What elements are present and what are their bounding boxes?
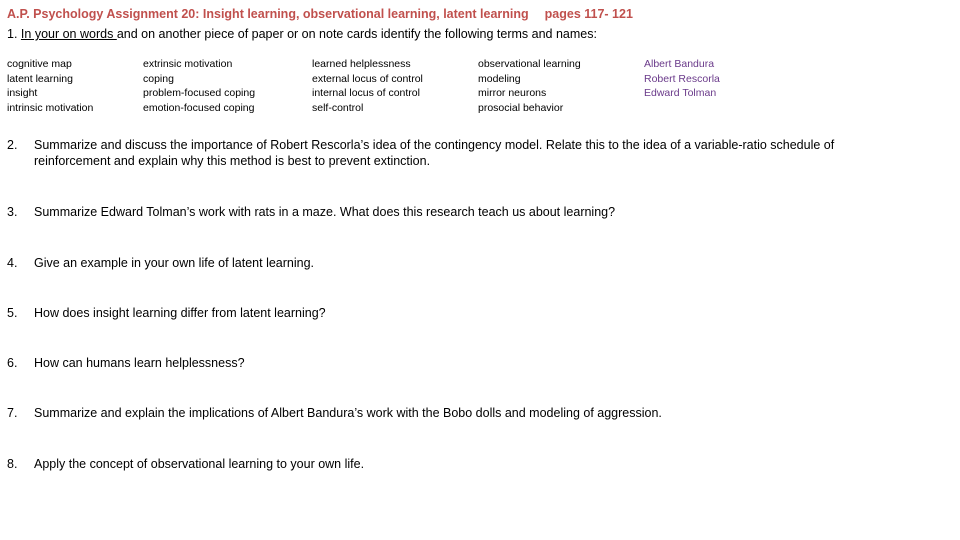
term: mirror neurons xyxy=(478,87,547,99)
question-number: 5. xyxy=(7,306,18,320)
question-5 xyxy=(7,305,907,321)
term: modeling xyxy=(478,72,521,85)
title-text: A.P. Psychology Assignment 20: Insight learning, observational learning, latent learning xyxy=(7,7,529,21)
term: cognitive map xyxy=(7,58,72,70)
question-text: How does insight learning differ from latent learning? xyxy=(34,306,326,320)
terms-column-3 xyxy=(312,57,423,115)
question-text: How can humans learn helplessness? xyxy=(34,356,245,370)
term: internal locus of control xyxy=(312,87,420,99)
question-number: 6. xyxy=(7,356,18,370)
person-name: Albert Bandura xyxy=(644,58,715,70)
question-number: 2. xyxy=(7,138,18,152)
question-7 xyxy=(7,405,907,421)
instruction-underlined: In your on words xyxy=(20,27,117,41)
terms-column-1 xyxy=(7,57,93,115)
question-text: Summarize and explain the implications of Albert Bandura’s work with the Bobo dolls and modeling of aggression. xyxy=(34,406,662,420)
term: external locus of control xyxy=(312,72,423,85)
term: observational learning xyxy=(478,58,581,70)
question-text: Summarize and discuss the importance of Robert Rescorla’s idea of the contingency model. Relate this to the idea of a variable-ratio schedule of reinforcement and explain why this method is best to prevent extinction. xyxy=(34,138,835,168)
terms-column-2 xyxy=(143,57,255,115)
term: emotion-focused coping xyxy=(143,101,255,114)
question-8 xyxy=(7,456,907,472)
question-4 xyxy=(7,255,907,271)
question-number: 8. xyxy=(7,457,18,471)
term: problem-focused coping xyxy=(143,87,256,99)
assignment-title xyxy=(7,7,633,21)
question-number: 3. xyxy=(7,205,18,219)
term: insight xyxy=(7,87,38,99)
term: latent learning xyxy=(7,72,73,85)
term: prosocial behavior xyxy=(478,101,564,114)
question-text: Give an example in your own life of latent learning. xyxy=(34,256,315,270)
terms-column-4 xyxy=(478,57,581,115)
question-2 xyxy=(7,137,907,169)
question-3 xyxy=(7,204,907,220)
page-range: pages 117- 121 xyxy=(544,7,633,21)
person-name: Edward Tolman xyxy=(644,87,717,99)
instruction-line xyxy=(7,27,597,41)
question-text: Summarize Edward Tolman’s work with rats in a maze. What does this research teach us about learning? xyxy=(34,205,616,219)
question-number: 4. xyxy=(7,256,18,270)
question-text: Apply the concept of observational learning to your own life. xyxy=(34,457,365,471)
term: extrinsic motivation xyxy=(143,58,233,70)
question-number: 7. xyxy=(7,406,18,420)
term: intrinsic motivation xyxy=(7,101,94,114)
names-column xyxy=(644,57,720,101)
person-name: Robert Rescorla xyxy=(644,72,720,85)
term: coping xyxy=(143,72,174,85)
question-6 xyxy=(7,355,907,371)
term: learned helplessness xyxy=(312,58,411,70)
term: self-control xyxy=(312,101,364,114)
instruction-number: 1. xyxy=(7,27,18,41)
instruction-rest: and on another piece of paper or on note cards identify the following terms and names: xyxy=(116,27,597,41)
